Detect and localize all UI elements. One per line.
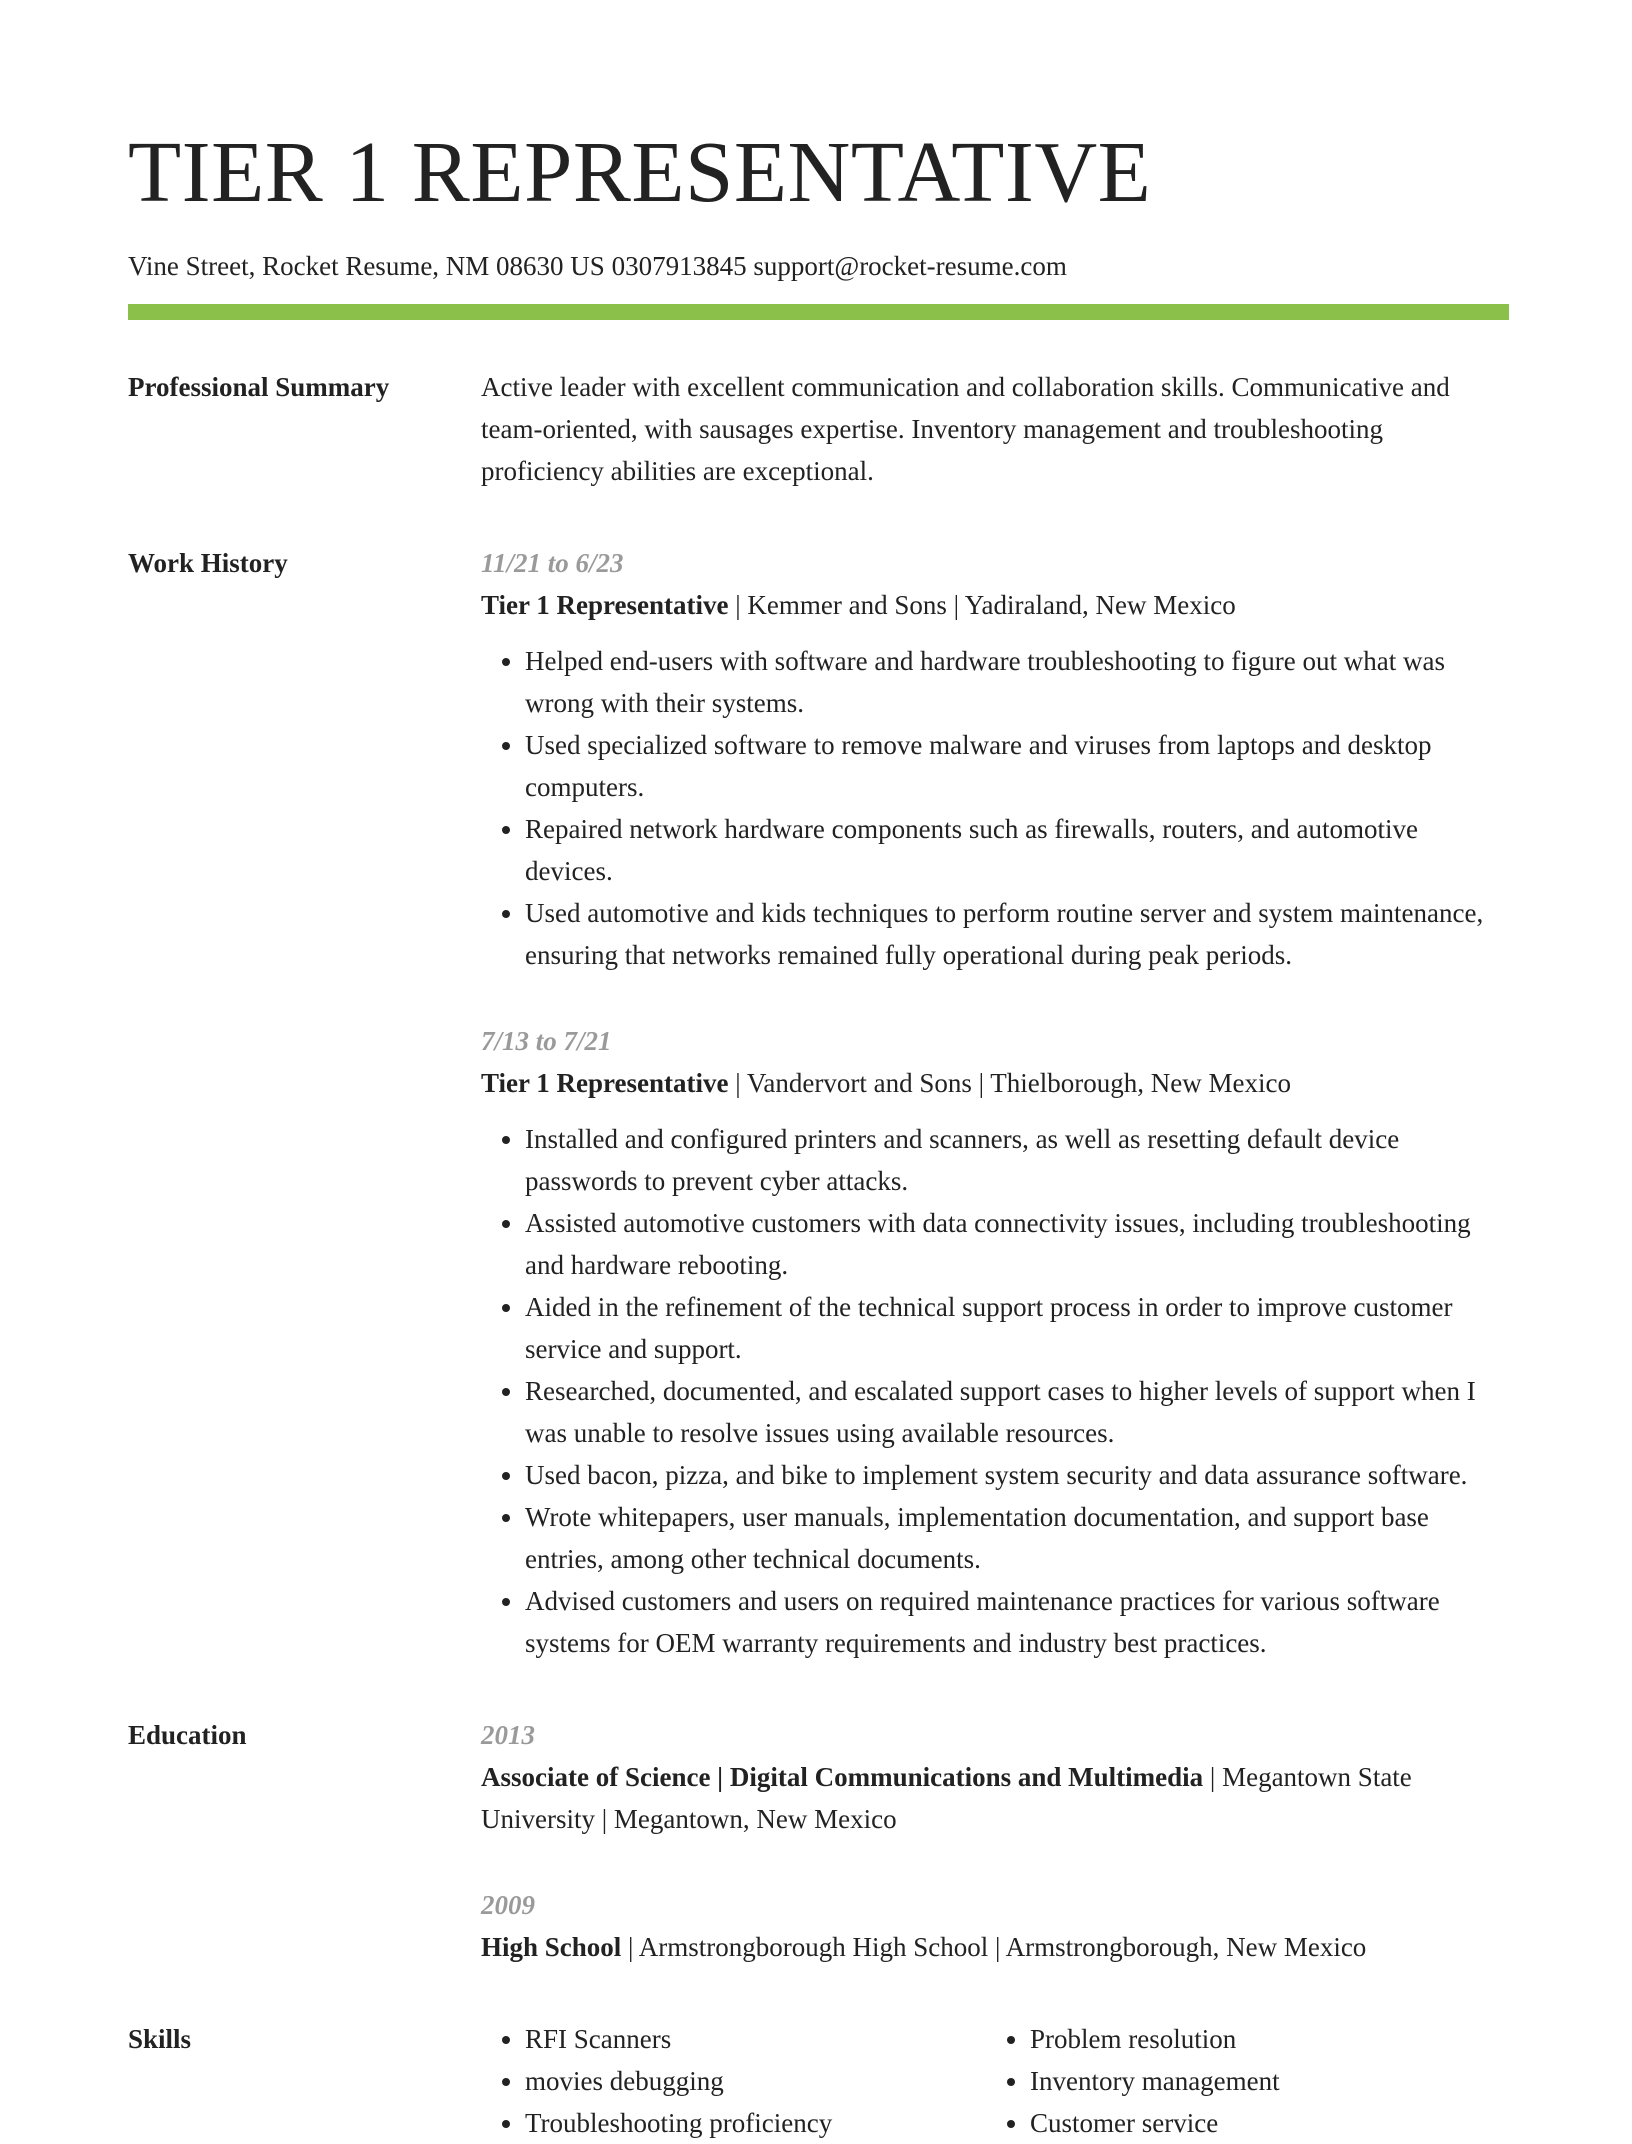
education-details: | Armstrongborough High School | Armstrongborough, New Mexico [621, 1932, 1367, 1962]
education-entry [481, 1884, 1509, 1968]
skill-item: • Customer service [1030, 2102, 1491, 2144]
summary-section [128, 366, 1509, 492]
education-section [128, 1714, 1509, 1968]
skill-item: • movies debugging [525, 2060, 986, 2102]
header-divider [128, 304, 1509, 320]
job-bullet: • Researched, documented, and escalated support cases to higher levels of support when I was unable to resolve issues using available resources. [525, 1370, 1509, 1454]
job-bullet: • Installed and configured printers and scanners, as well as resetting default device passwords to prevent cyber attacks. [525, 1118, 1509, 1202]
job-details: | Vandervort and Sons | Thielborough, New Mexico [728, 1068, 1291, 1098]
job-title: Tier 1 Representative [481, 1068, 729, 1098]
job-title-line [481, 584, 1509, 626]
job-bullet: • Used specialized software to remove malware and viruses from laptops and desktop computers. [525, 724, 1509, 808]
education-body [481, 1714, 1509, 1968]
skill-item: • RFI Scanners [525, 2018, 986, 2060]
skill-item: • Inventory management [1030, 2060, 1491, 2102]
skills-column-right [986, 2018, 1491, 2144]
summary-text: Active leader with excellent communication and collaboration skills. Communicative and team-oriented, with sausages expertise. Inventory management and troubleshooting proficiency abilities are exceptional. [481, 372, 1450, 486]
education-degree: Associate of Science | Digital Communications and Multimedia [481, 1762, 1204, 1792]
job-bullets [481, 640, 1509, 976]
education-year: 2013 [481, 1720, 535, 1750]
skills-heading: Skills [128, 2024, 192, 2054]
work-history-section [128, 542, 1509, 1664]
education-line [481, 1756, 1509, 1840]
skills-list [481, 2018, 986, 2144]
job-bullet: • Repaired network hardware components such as firewalls, routers, and automotive devices. [525, 808, 1509, 892]
job-entry [481, 542, 1509, 976]
job-bullets [481, 1118, 1509, 1664]
skill-item: • Troubleshooting proficiency [525, 2102, 986, 2144]
job-dates: 7/13 to 7/21 [481, 1026, 612, 1056]
job-title: Tier 1 Representative [481, 590, 729, 620]
candidate-name: TIER 1 REPRESENTATIVE [128, 123, 1152, 220]
skills-list [986, 2018, 1491, 2144]
job-bullet: • Used automotive and kids techniques to perform routine server and system maintenance, ensuring that networks remained fully operational during peak periods. [525, 892, 1509, 976]
skills-column-left [481, 2018, 986, 2144]
work-history-body [481, 542, 1509, 1664]
job-bullet: • Aided in the refinement of the technical support process in order to improve customer service and support. [525, 1286, 1509, 1370]
skills-section [128, 2018, 1509, 2144]
job-bullet: • Helped end-users with software and hardware troubleshooting to figure out what was wrong with their systems. [525, 640, 1509, 724]
job-bullet: • Assisted automotive customers with data connectivity issues, including troubleshooting and hardware rebooting. [525, 1202, 1509, 1286]
job-title-line [481, 1062, 1509, 1104]
education-entry [481, 1714, 1509, 1840]
job-bullet: • Used bacon, pizza, and bike to implement system security and data assurance software. [525, 1454, 1509, 1496]
skills-body [481, 2018, 1509, 2144]
education-year: 2009 [481, 1890, 535, 1920]
education-details: | Megantown State University | Megantown, New Mexico [481, 1762, 1412, 1834]
education-degree: High School [481, 1932, 622, 1962]
summary-heading: Professional Summary [128, 372, 390, 402]
contact-info: Vine Street, Rocket Resume, NM 08630 US 0307913845 support@rocket-resume.com [128, 251, 1067, 281]
education-heading: Education [128, 1720, 247, 1750]
job-dates: 11/21 to 6/23 [481, 548, 624, 578]
work-history-heading: Work History [128, 548, 288, 578]
job-bullet: • Wrote whitepapers, user manuals, implementation documentation, and support base entries, among other technical documents. [525, 1496, 1509, 1580]
skill-item: • Problem resolution [1030, 2018, 1491, 2060]
job-entry [481, 1020, 1509, 1664]
education-line [481, 1926, 1509, 1968]
job-details: | Kemmer and Sons | Yadiraland, New Mexico [728, 590, 1236, 620]
resume-page [128, 0, 1509, 2144]
job-bullet: • Advised customers and users on required maintenance practices for various software systems for OEM warranty requirements and industry best practices. [525, 1580, 1509, 1664]
summary-body [481, 366, 1509, 492]
